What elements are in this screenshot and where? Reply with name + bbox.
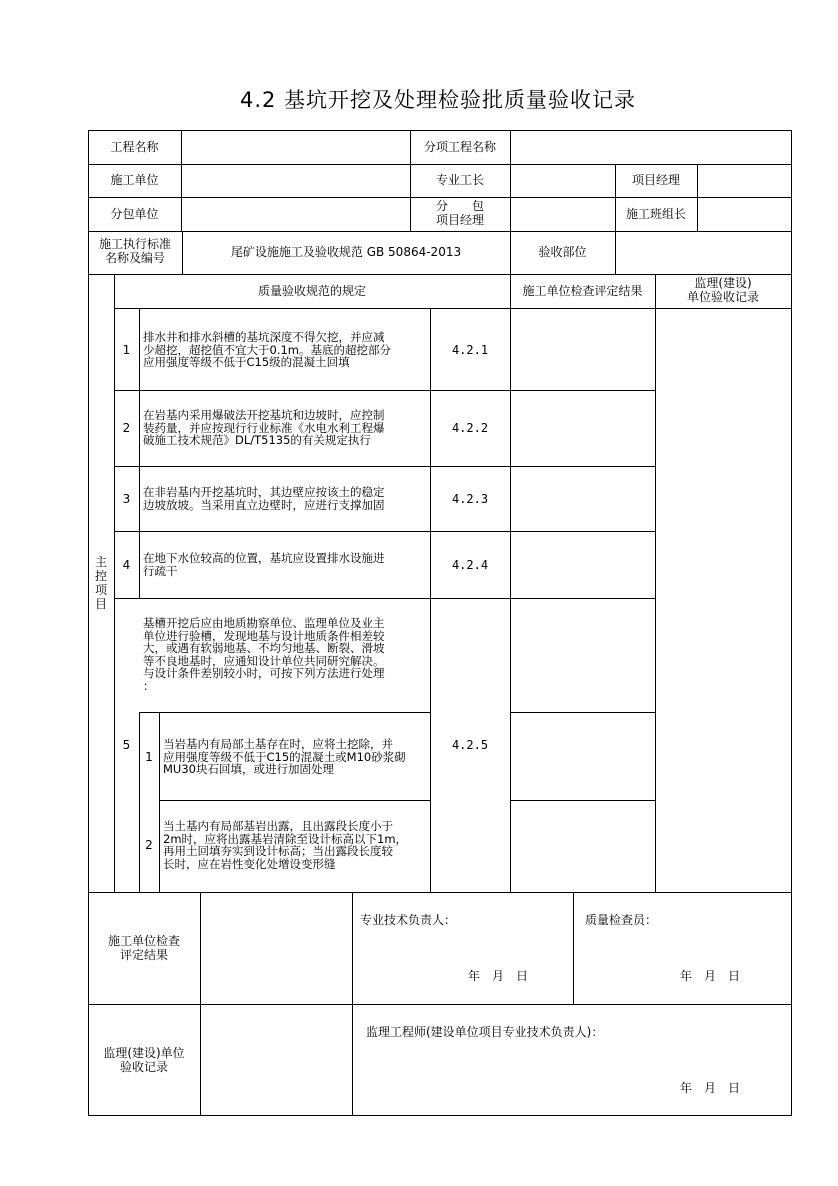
supervision-label-1: 监理(建设)单位 <box>103 1046 185 1060</box>
sub-item-2-text: 当土基内有局部基岩出露，且出露段长度小于 2m时，应将出露基岩清除至设计标高以下1m， 再用土回填夯实到设计标高；当出露段长度较 长时，应在岩性变化处增设变形缝 <box>163 819 408 871</box>
date-field: 年 月 日 <box>468 969 529 983</box>
item-clause: 4.2.1 <box>451 343 489 357</box>
standard-label-2: 名称及编号 <box>104 251 165 265</box>
standard-value: 尾矿设施施工及验收规范 GB 50864-2013 <box>230 245 462 259</box>
item-clause: 4.2.4 <box>451 558 489 572</box>
project-name-label: 工程名称 <box>110 140 159 154</box>
check-label-1: 施工单位检查 <box>107 934 180 948</box>
item-number: 4 <box>122 558 131 572</box>
item-clause: 4.2.3 <box>451 492 489 506</box>
check-label-2: 评定结果 <box>119 948 168 962</box>
specialist-foreman-label: 专业工长 <box>435 173 484 187</box>
item-number: 2 <box>122 421 131 435</box>
construction-unit-label: 施工单位 <box>110 173 159 187</box>
date-field: 年 月 日 <box>680 1081 741 1095</box>
check-result-column-header: 施工单位检查评定结果 <box>522 284 643 298</box>
item-2-text: 在岩基内采用爆破法开挖基坑和边坡时，应控制 装药量，并应按现行行业标准《水电水利工程爆 破施工技术规范》DL/T5135的有关规定执行 <box>143 408 385 447</box>
sub-item-number: 1 <box>145 750 153 764</box>
acceptance-part-label: 验收部位 <box>538 245 587 259</box>
supervision-label-2: 验收记录 <box>119 1060 168 1074</box>
sub-item-1-text: 当岩基内有局部土基存在时，应将土挖除，并 应用强度等级不低于C15的混凝土或M10砂浆砌 MU30块石回填，或进行加固处理 <box>163 737 406 776</box>
sub-item-number: 2 <box>145 838 153 852</box>
page-title: 4.2 基坑开挖及处理检验批质量验收记录 <box>239 88 637 112</box>
item-3-text: 在非岩基内开挖基坑时，其边壁应按该土的稳定 边坡放坡。当采用直立边壁时，应进行支撑加固 <box>143 485 385 512</box>
spec-column-header: 质量验收规范的规定 <box>257 284 366 298</box>
subcontract-pm-label-2: 项目经理 <box>435 213 484 227</box>
subcontract-unit-label: 分包单位 <box>110 207 159 221</box>
item-clause: 4.2.5 <box>451 738 489 752</box>
date-field: 年 月 日 <box>680 969 741 983</box>
team-leader-label: 施工班组长 <box>625 207 686 221</box>
item-clause: 4.2.2 <box>451 421 489 435</box>
inspector-label: 质量检查员： <box>585 913 658 927</box>
standard-label-1: 施工执行标准 <box>98 237 171 251</box>
project-manager-label: 项目经理 <box>631 173 680 187</box>
item-1-text: 排水井和排水斜槽的基坑深度不得欠挖，并应减 少超挖，超挖值不宜大于0.1m。基底的超挖部分 应用强度等级不低于C15级的混凝土回填 <box>143 330 391 369</box>
item-4-text: 在地下水位较高的位置，基坑应设置排水设施进 行疏干 <box>143 551 385 578</box>
engineer-label: 监理工程师(建设单位项目专业技术负责人)： <box>366 1025 604 1039</box>
supervision-column-header-2: 单位验收记录 <box>686 290 759 304</box>
tech-lead-label: 专业技术负责人： <box>360 913 457 927</box>
subcontract-pm-label-1: 分 包 <box>435 199 484 213</box>
main-item-label: 主控项目 <box>94 555 107 611</box>
supervision-column-header-1: 监理(建设) <box>694 276 752 290</box>
item-number: 5 <box>122 738 131 752</box>
item-number: 3 <box>122 492 131 506</box>
item-5-text: 基槽开挖后应由地质勘察单位、监理单位及业主 单位进行验槽，发现地基与设计地质条件相差较 大，或遇有软弱地基、不均匀地基、断裂、滑坡 等不良地基时，应通知设计单位共同研究解决。 与设计条件差别较小时，可按下列方法进行处理 ： <box>143 616 385 693</box>
item-number: 1 <box>122 343 131 357</box>
sub-project-label: 分项工程名称 <box>423 140 496 154</box>
